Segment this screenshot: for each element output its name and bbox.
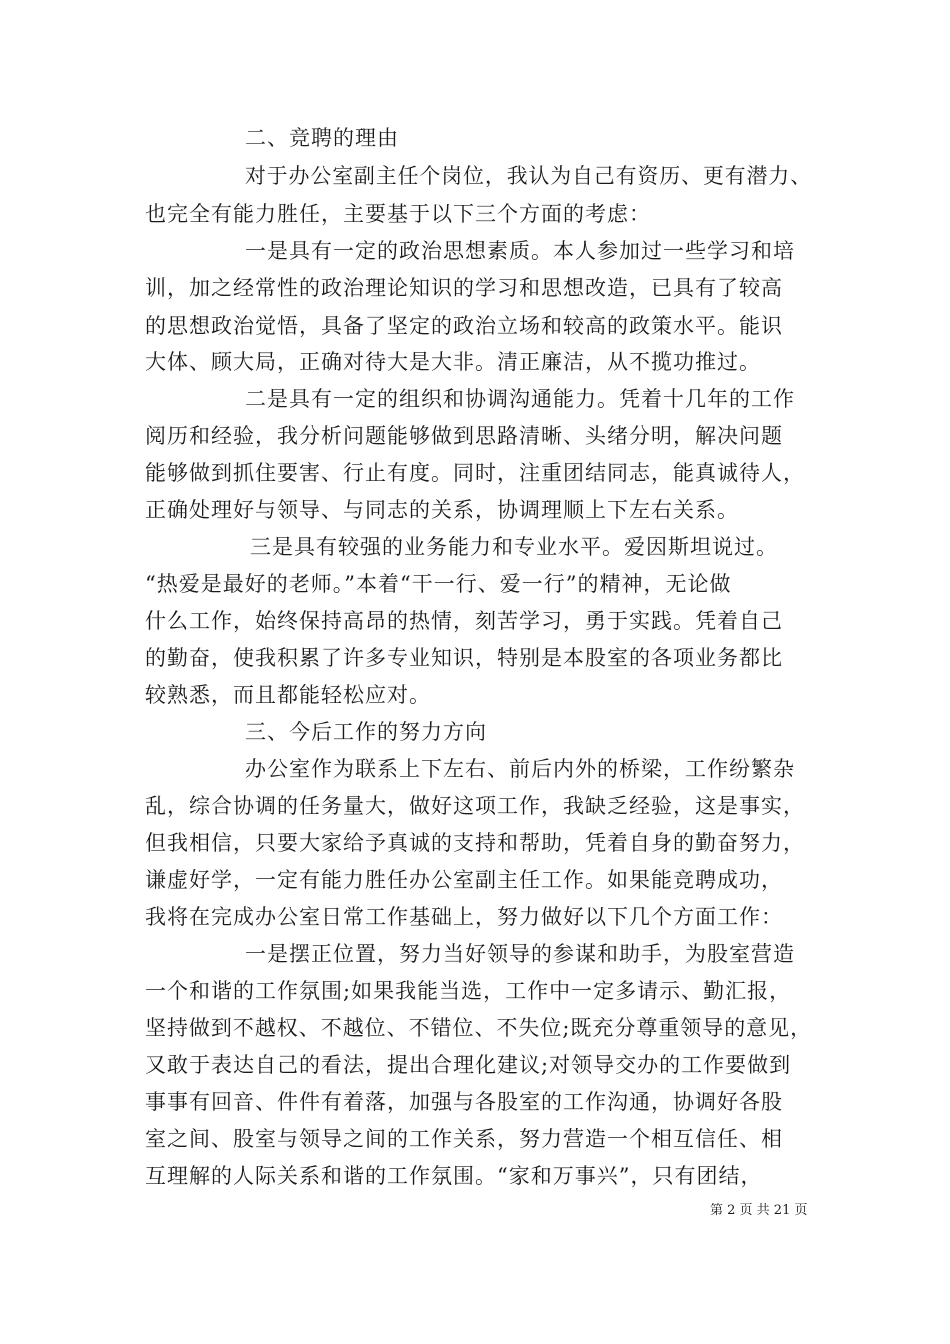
paragraph-line: 办公室作为联系上下左右、前后内外的桥梁，工作纷繁杂 — [245, 757, 795, 781]
paragraph-line: “热爱是最好的老师。”本着“干一行、爱一行”的精神，无论做 — [145, 572, 732, 596]
paragraph-line: 但我相信，只要大家给予真诚的支持和帮助，凭着自身的勤奋努力， — [145, 831, 805, 855]
paragraph-line: 我将在完成办公室日常工作基础上，努力做好以下几个方面工作： — [145, 905, 783, 929]
paragraph-line: 二是具有一定的组织和协调沟通能力。凭着十几年的工作 — [245, 387, 795, 411]
paragraph-line: 又敢于表达自己的看法，提出合理化建议;对领导交办的工作要做到 — [145, 1053, 792, 1077]
paragraph-line: 的勤奋，使我积累了许多专业知识，特别是本股室的各项业务都比 — [145, 646, 783, 670]
paragraph-line: 什么工作，始终保持高昂的热情，刻苦学习，勇于实践。凭着自己 — [145, 609, 783, 633]
paragraph-line: 三是具有较强的业务能力和专业水平。爱因斯坦说过。 — [250, 535, 778, 559]
paragraph-line: 一是摆正位置，努力当好领导的参谋和助手，为股室营造 — [245, 942, 795, 966]
paragraph-line: 室之间、股室与领导之间的工作关系，努力营造一个相互信任、相 — [145, 1127, 783, 1151]
section-heading-direction: 三、今后工作的努力方向 — [245, 720, 487, 744]
paragraph-line: 谦虚好学，一定有能力胜任办公室副主任工作。如果能竞聘成功， — [145, 868, 783, 892]
paragraph-line: 的思想政治觉悟，具备了坚定的政治立场和较高的政策水平。能识 — [145, 314, 783, 338]
paragraph-line: 能够做到抓住要害、行止有度。同时，注重团结同志，能真诚待人， — [145, 461, 805, 485]
paragraph-line: 事事有回音、件件有着落，加强与各股室的工作沟通，协调好各股 — [145, 1090, 783, 1114]
page-number: 第 2 页 共 21 页 — [710, 1203, 808, 1218]
paragraph-line: 训，加之经常性的政治理论知识的学习和思想改造，已具有了较高 — [145, 276, 783, 300]
paragraph-line: 一个和谐的工作氛围;如果我能当选，工作中一定多请示、勤汇报， — [145, 979, 792, 1003]
paragraph-line: 对于办公室副主任个岗位，我认为自己有资历、更有潜力、 — [245, 164, 813, 188]
paragraph-line: 坚持做到不越权、不越位、不错位、不失位;既充分尊重领导的意见， — [145, 1016, 813, 1040]
paragraph-line: 正确处理好与领导、与同志的关系，协调理顺上下左右关系。 — [145, 498, 739, 522]
paragraph-line: 较熟悉，而且都能轻松应对。 — [145, 683, 431, 707]
paragraph-line: 阅历和经验，我分析问题能够做到思路清晰、头绪分明，解决问题 — [145, 424, 783, 448]
paragraph-line: 一是具有一定的政治思想素质。本人参加过一些学习和培 — [245, 239, 795, 263]
paragraph-line: 也完全有能力胜任，主要基于以下三个方面的考虑： — [145, 202, 651, 226]
paragraph-line: 互理解的人际关系和谐的工作氛围。“家和万事兴”，只有团结， — [145, 1164, 763, 1188]
paragraph-line: 乱，综合协调的任务量大，做好这项工作，我缺乏经验，这是事实， — [145, 794, 805, 818]
section-heading-reasons: 二、竞聘的理由 — [245, 126, 399, 150]
paragraph-line: 大体、顾大局，正确对待大是大非。清正廉洁，从不揽功推过。 — [145, 350, 761, 374]
